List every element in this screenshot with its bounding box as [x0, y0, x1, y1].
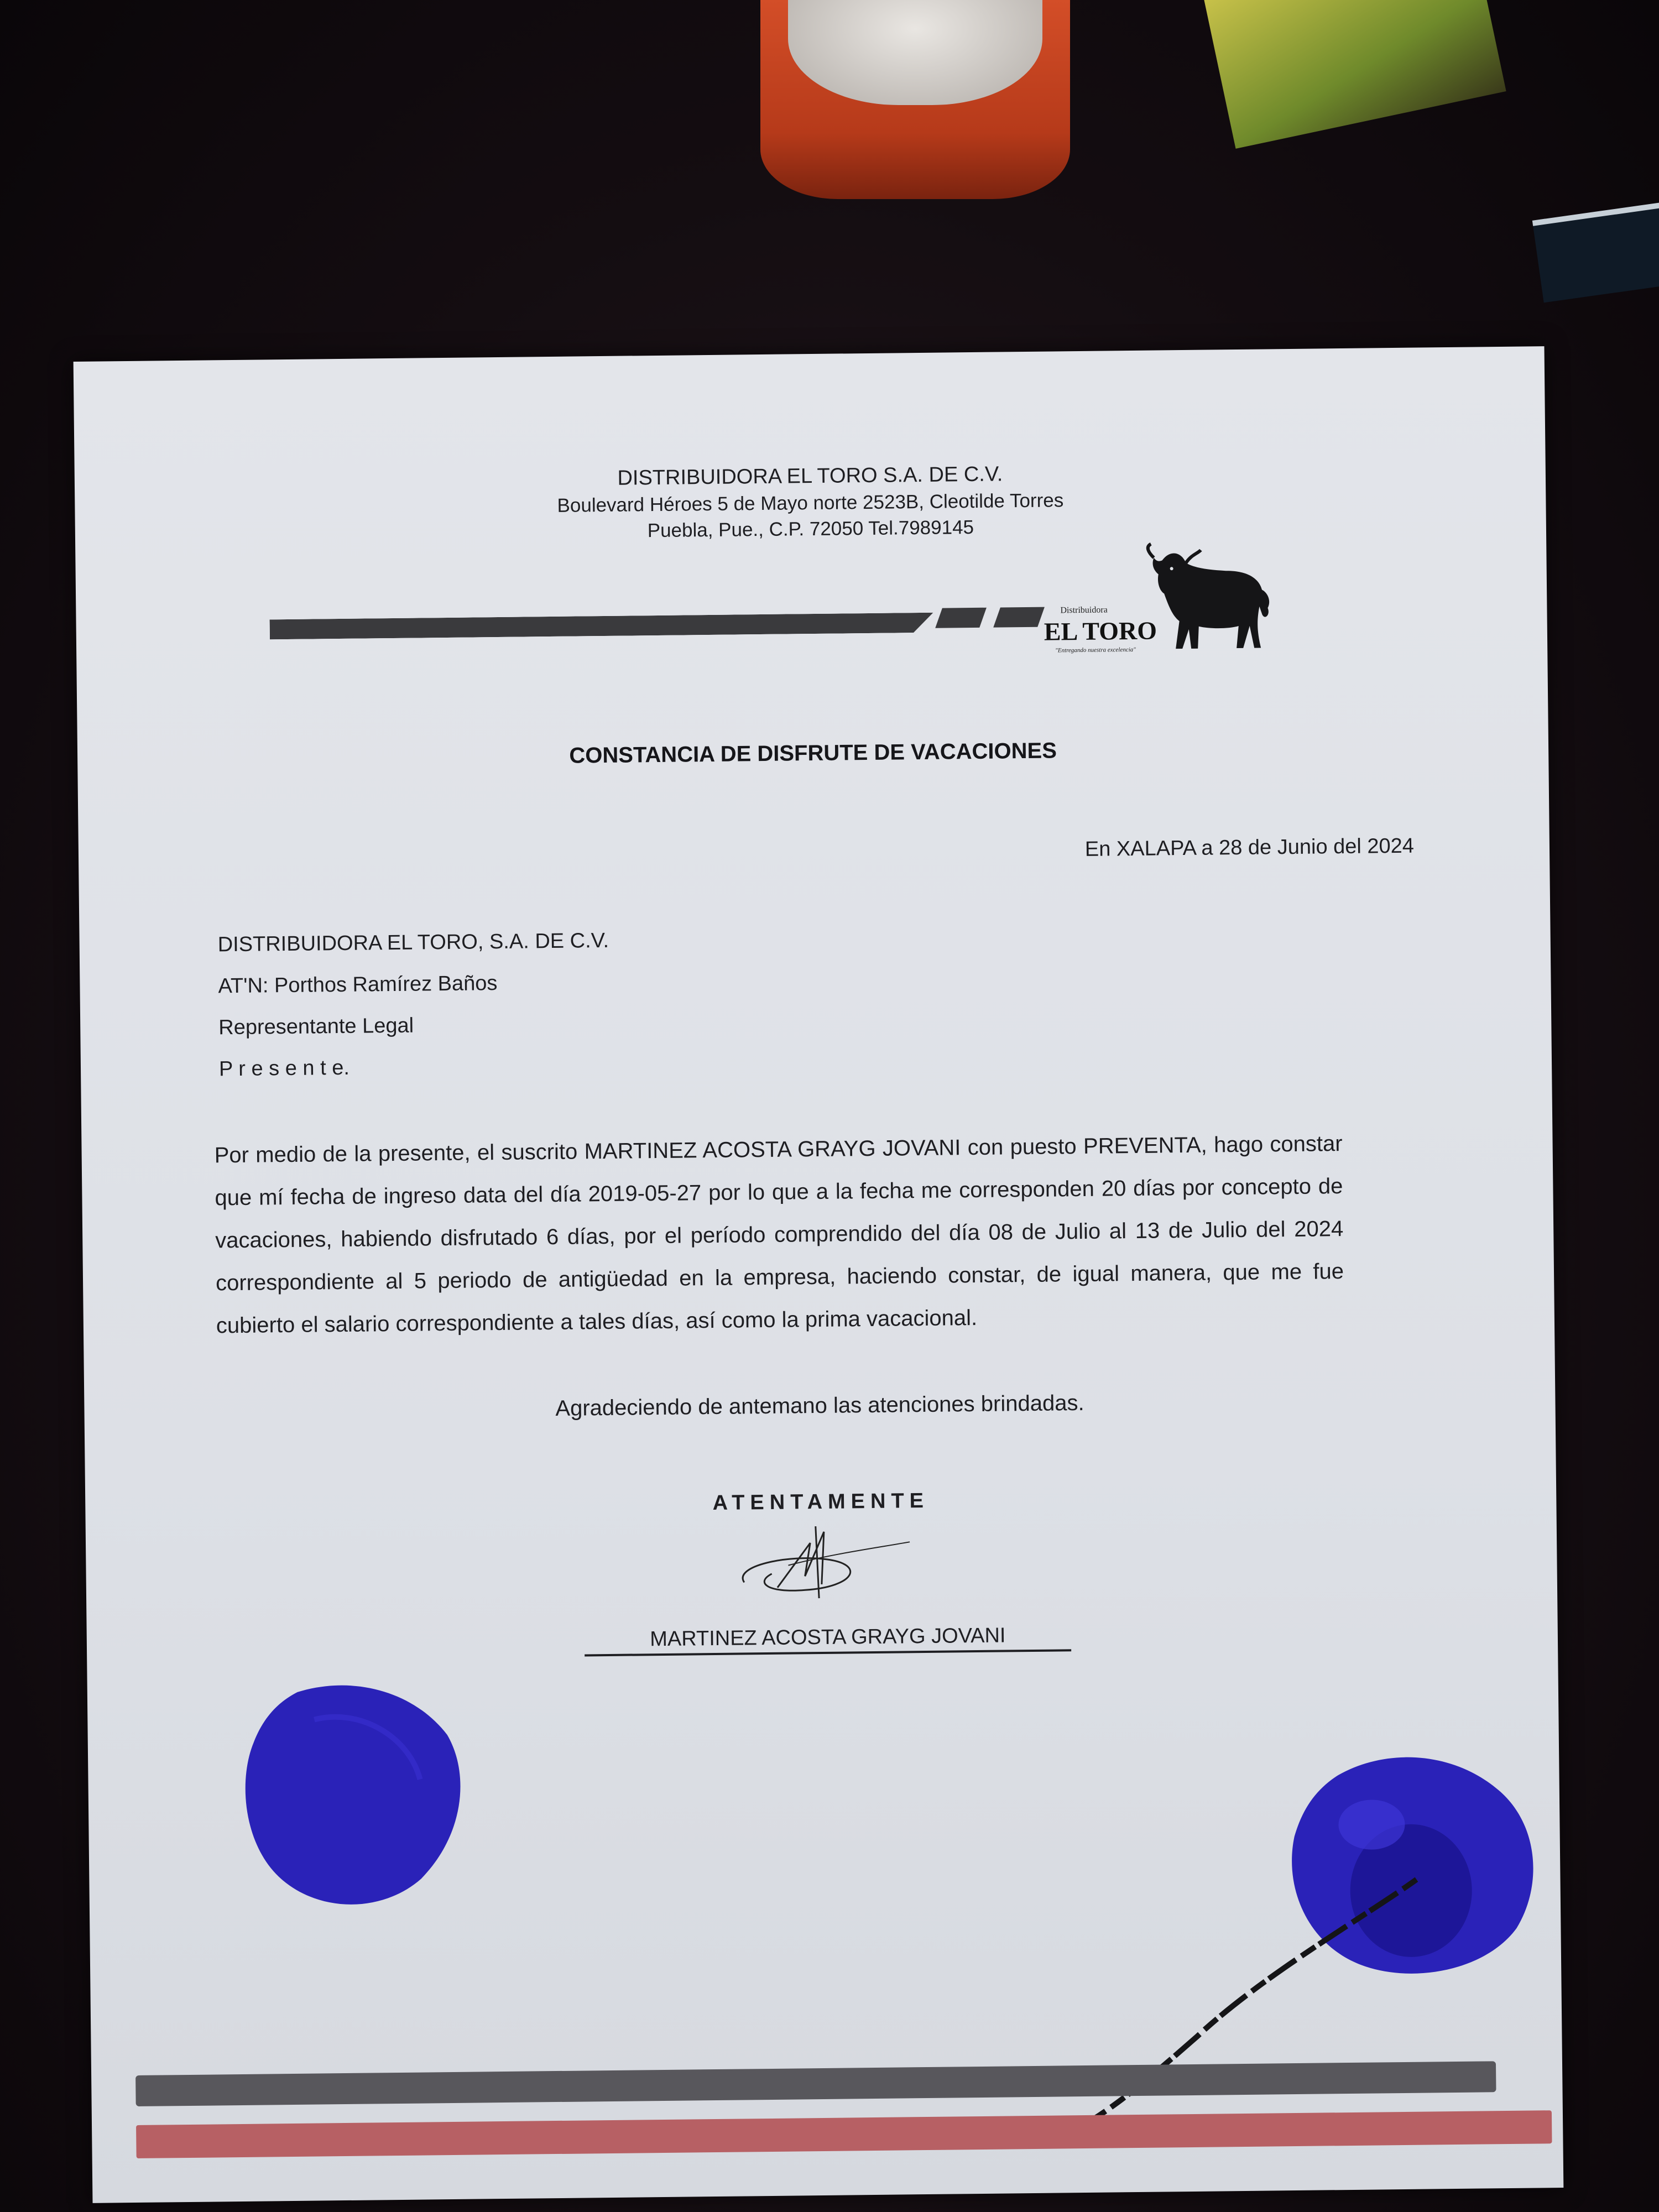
place-date: En XALAPA a 28 de Junio del 2024: [1084, 834, 1415, 861]
body-paragraph: Por medio de la presente, el suscrito MARTINEZ ACOSTA GRAYG JOVANI con puesto PREVENTA, hago constar que mí fecha de ingreso data del día 2019-05-27 por lo que a la fecha me corresponden 20 días por concepto de vacaciones, habiendo disfrutado 6 días, por el período comprendido del día 08 de Julio al 13 de Julio del 2024 correspondiente al 5 periodo de antigüedad en la empresa, haciendo constar, de igual manera, que me fue cubierto el salario correspondiente a tales días, así como la prima vacacional.: [214, 1131, 1344, 1338]
logo-small-text: Distribuidora: [1060, 605, 1108, 615]
company-logo: [1043, 537, 1298, 667]
letterhead-company: DISTRIBUIDORA EL TORO S.A. DE C.V.: [617, 462, 1003, 490]
logo-tagline: "Entregando nuestra excelencia": [1055, 646, 1136, 654]
cup-contents: [788, 0, 1042, 105]
logo-brand: EL TORO: [1044, 616, 1157, 646]
header-bar: [270, 613, 933, 640]
footer-stripe-red: [136, 2110, 1552, 2158]
addressee-presente: P r e s e n t e.: [218, 1056, 350, 1081]
handwritten-signature: [722, 1520, 922, 1610]
document-title: CONSTANCIA DE DISFRUTE DE VACACIONES: [569, 738, 1057, 768]
closing-line: Agradeciendo de antemano las atenciones brindadas.: [555, 1390, 1084, 1421]
addressee-attn: AT'N: Porthos Ramírez Baños: [218, 972, 498, 998]
document-page: [74, 346, 1564, 2203]
header-bar-segment: [993, 607, 1045, 628]
signer-name: MARTINEZ ACOSTA GRAYG JOVANI: [585, 1623, 1071, 1656]
letterhead-address-line1: Boulevard Héroes 5 de Mayo norte 2523B, Cleotilde Torres: [557, 489, 1064, 517]
header-bar-segment: [935, 608, 987, 628]
orange-cup: [760, 0, 1070, 199]
addressee-role: Representante Legal: [218, 1014, 414, 1040]
sign-off: ATENTAMENTE: [712, 1489, 930, 1515]
addressee-company: DISTRIBUIDORA EL TORO, S.A. DE C.V.: [217, 928, 609, 957]
addressee-block: [217, 920, 611, 1090]
letterhead-address-line2: Puebla, Pue., C.P. 72050 Tel.7989145: [647, 516, 974, 542]
fingerprint-stamp-left: [231, 1668, 471, 1919]
